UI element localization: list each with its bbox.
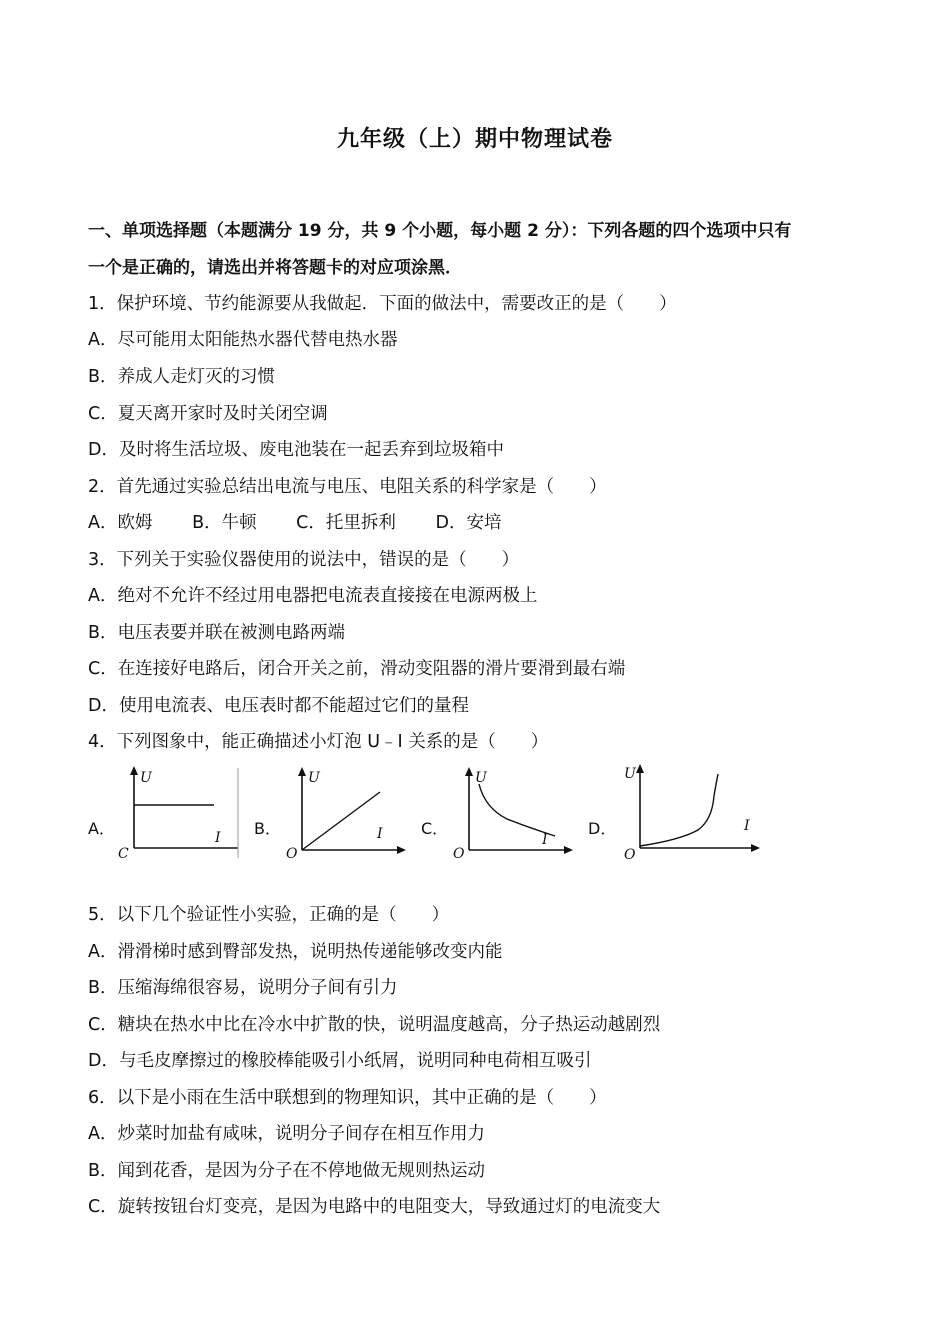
section-heading-line2: 一个是正确的，请选出并将答题卡的对应项涂黑． [88, 258, 462, 278]
graph-a-origin-label: C [118, 846, 129, 862]
question-6-option-b: B．闻到花香，是因为分子在不停地做无规则热运动 [88, 1161, 486, 1181]
question-5-option-b: B．压缩海绵很容易，说明分子间有引力 [88, 978, 398, 998]
question-1-option-a: A．尽可能用太阳能热水器代替电热水器 [88, 330, 398, 350]
graph-d-curve [640, 774, 718, 846]
graph-b-svg [278, 762, 433, 862]
question-2-option-c: C．托里拆利 [296, 513, 396, 533]
graph-b-label: B． [254, 819, 281, 838]
question-3-option-b: B．电压表要并联在被测电路两端 [88, 623, 346, 643]
question-1-option-c: C．夏天离开家时及时关闭空调 [88, 404, 328, 424]
graph-c-curve [479, 784, 555, 836]
question-4-graphs [88, 762, 768, 862]
question-2-stem: 2．首先通过实验总结出电流与电压、电阻关系的科学家是（ ） [88, 477, 607, 497]
question-3-option-c: C．在连接好电路后，闭合开关之前，滑动变阻器的滑片要滑到最右端 [88, 659, 626, 679]
question-6-option-a: A．炒菜时加盐有咸味，说明分子间存在相互作用力 [88, 1124, 485, 1144]
graph-c-origin-label: O [453, 846, 465, 862]
graph-b-x-arrow [397, 846, 406, 854]
graph-b-y-label: U [308, 770, 320, 786]
question-3-stem: 3．下列关于实验仪器使用的说法中，错误的是（ ） [88, 550, 520, 570]
graph-a-label: A． [88, 819, 115, 838]
graph-c-svg [445, 762, 600, 862]
graph-a-x-label: I [215, 830, 221, 846]
graph-b-origin-label: O [286, 846, 298, 862]
question-5-option-d: D．与毛皮摩擦过的橡胶棒能吸引小纸屑，说明同种电荷相互吸引 [88, 1051, 592, 1071]
question-5-option-a: A．滑滑梯时感到臀部发热，说明热传递能够改变内能 [88, 942, 503, 962]
question-3-option-d: D．使用电流表、电压表时都不能超过它们的量程 [88, 696, 469, 716]
graph-a-svg [110, 762, 265, 862]
graph-d-x-label: I [744, 818, 750, 834]
graph-c-y-label: U [475, 770, 487, 786]
graph-c-x-label: I [542, 832, 548, 848]
question-6-stem: 6．以下是小雨在生活中联想到的物理知识，其中正确的是（ ） [88, 1088, 607, 1108]
graph-d-origin-label: O [624, 847, 636, 862]
question-5-option-c: C．糖块在热水中比在冷水中扩散的快，说明温度越高，分子热运动越剧烈 [88, 1015, 661, 1035]
question-1-option-d: D．及时将生活垃圾、废电池装在一起丢弃到垃圾箱中 [88, 440, 504, 460]
graph-c-x-arrow [564, 846, 573, 854]
question-6-option-c: C．旋转按钮台灯变亮，是因为电路中的电阻变大，导致通过灯的电流变大 [88, 1197, 661, 1217]
question-4-stem: 4．下列图象中，能正确描述小灯泡 U﹣I 关系的是（ ） [88, 732, 549, 752]
graph-d-y-arrow [636, 764, 644, 773]
question-2-options [88, 509, 535, 534]
graph-b-x-label: I [377, 826, 383, 842]
graph-d-svg [610, 762, 770, 862]
graph-d-label: D． [588, 819, 617, 838]
question-5-stem: 5．以下几个验证性小实验，正确的是（ ） [88, 905, 450, 925]
graph-b-curve [302, 792, 380, 850]
page-title: 九年级（上）期中物理试卷 [336, 127, 613, 152]
graph-a-y-arrow [130, 766, 138, 775]
question-2-option-a: A．欧姆 [88, 513, 153, 533]
question-3-option-a: A．绝对不允许不经过用电器把电流表直接接在电源两极上 [88, 586, 538, 606]
graph-a-y-label: U [140, 770, 152, 786]
question-1-stem: 1．保护环境、节约能源要从我做起．下面的做法中，需要改正的是（ ） [88, 294, 677, 314]
section-heading-line1: 一、单项选择题（本题满分 19 分，共 9 个小题，每小题 2 分）：下列各题的四个选项中只有 [88, 221, 792, 241]
graph-d-x-arrow [751, 844, 760, 852]
graph-c-label: C． [421, 819, 449, 838]
question-2-option-d: D．安培 [435, 513, 502, 533]
graph-b-y-arrow [298, 767, 306, 776]
graph-c-y-arrow [465, 767, 473, 776]
graph-d-y-label: U [624, 766, 636, 782]
question-2-option-b: B．牛顿 [192, 513, 257, 533]
question-1-option-b: B．养成人走灯灭的习惯 [88, 367, 276, 387]
